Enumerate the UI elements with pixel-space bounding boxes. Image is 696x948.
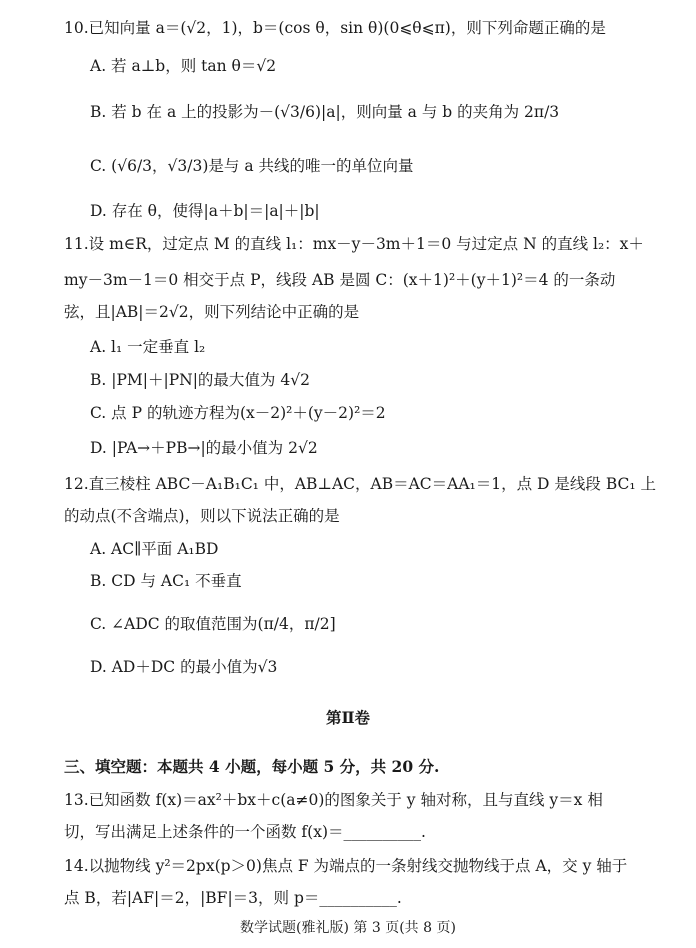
- page-footer: 数学试题(雅礼版) 第 3 页(共 8 页): [240, 920, 456, 936]
- question-11-stem-line-2: my－3m－1＝0 相交于点 P，线段 AB 是圆 C：(x＋1)²＋(y＋1)²＝4 的一条动: [64, 271, 616, 289]
- question-13-stem-line-1: 13.已知函数 f(x)＝ax²＋bx＋c(a≠0)的图象关于 y 轴对称，且与直线 y＝x 相: [64, 791, 603, 809]
- question-10-option-a: A. 若 a⊥b，则 tan θ＝√2: [90, 57, 277, 75]
- question-12-stem-line-2: 的动点(不含端点)，则以下说法正确的是: [64, 507, 340, 525]
- question-10-option-b: B. 若 b 在 a 上的投影为－(√3/6)|a|，则向量 a 与 b 的夹角为 2π/3: [90, 103, 560, 121]
- part-two-heading: 第Ⅱ卷: [325, 708, 371, 727]
- question-12-option-b: B. CD 与 AC₁ 不垂直: [90, 572, 242, 590]
- question-13-stem-line-2: 切，写出满足上述条件的一个函数 f(x)＝__________.: [64, 823, 426, 841]
- question-12-option-c: C. ∠ADC 的取值范围为(π/4，π/2]: [90, 615, 336, 633]
- question-10-option-c: C. (√6/3，√3/3)是与 a 共线的唯一的单位向量: [90, 157, 414, 175]
- question-11-option-c: C. 点 P 的轨迹方程为(x－2)²＋(y－2)²＝2: [90, 404, 386, 422]
- question-12-option-d: D. AD＋DC 的最小值为√3: [90, 658, 278, 676]
- question-12-option-a: A. AC∥平面 A₁BD: [90, 540, 219, 558]
- fill-in-section-heading: 三、填空题：本题共 4 小题，每小题 5 分，共 20 分.: [64, 757, 440, 776]
- question-11-stem-line-1: 11.设 m∈R，过定点 M 的直线 l₁：mx－y－3m＋1＝0 与过定点 N 的直线 l₂：x＋: [64, 235, 644, 253]
- question-14-stem-line-1: 14.以抛物线 y²＝2px(p＞0)焦点 F 为端点的一条射线交抛物线于点 A，交 y 轴于: [64, 857, 628, 875]
- question-11-option-d: D. |PA→＋PB→|的最小值为 2√2: [90, 439, 318, 457]
- question-11-option-a: A. l₁ 一定垂直 l₂: [90, 338, 206, 356]
- question-14-stem-line-2: 点 B，若|AF|＝2，|BF|＝3，则 p＝__________.: [64, 889, 402, 907]
- question-10-stem: 10.已知向量 a＝(√2，1)，b＝(cos θ，sin θ)(0⩽θ⩽π)，则下列命题正确的是: [64, 19, 606, 37]
- question-11-option-b: B. |PM|＋|PN|的最大值为 4√2: [90, 371, 310, 389]
- question-11-stem-line-3: 弦，且|AB|＝2√2，则下列结论中正确的是: [64, 303, 360, 321]
- question-10-option-d: D. 存在 θ，使得|a＋b|＝|a|＋|b|: [90, 202, 320, 220]
- question-12-stem-line-1: 12.直三棱柱 ABC－A₁B₁C₁ 中，AB⊥AC，AB＝AC＝AA₁＝1，点 D 是线段 BC₁ 上: [64, 475, 657, 493]
